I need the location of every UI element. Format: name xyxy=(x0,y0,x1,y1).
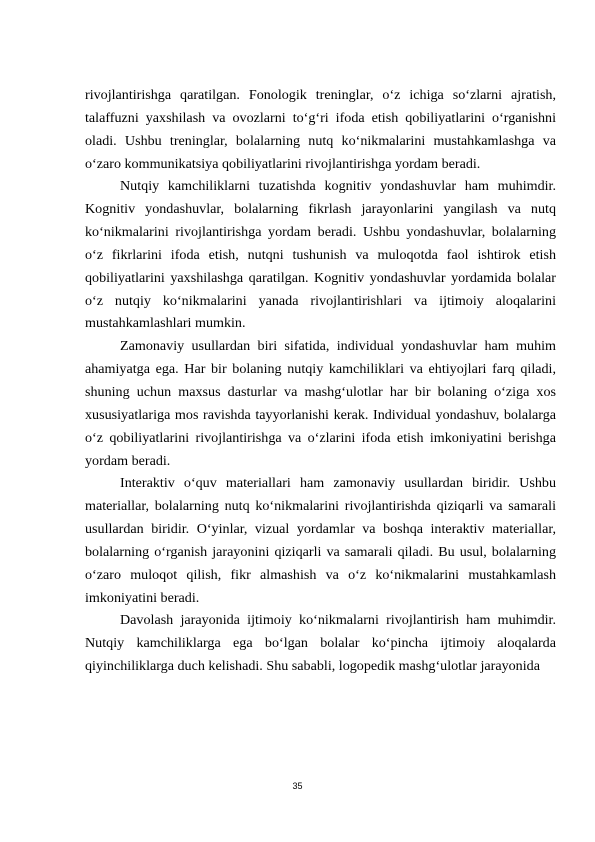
page-number: 35 xyxy=(292,781,303,791)
paragraph-interactive-materials: Interaktiv o‘quv materiallari ham zamonaviy usullardan biridir. Ushbu materiallar, bolalarning nutq ko‘nikmalarini rivojlantirishda qiziqarli va samarali usullardan biridir. O‘yinlar, vizual yordamlar va boshqa interaktiv materiallar, bolalarning o‘rganish jarayonini qiziqarli va samarali qiladi. Bu usul, bolalarning o‘zaro muloqot qilish, fikr almashish va o‘z ko‘nikmalarini mustahkamlash imkoniyatini beradi. xyxy=(85,475,556,606)
page-body xyxy=(85,84,556,678)
paragraph-individual-approaches: Zamonaviy usullardan biri sifatida, individual yondashuvlar ham muhim ahamiyatga ega. Har bir bolaning nutqiy kamchiliklari va ehtiyojlari farq qiladi, shuning uchun maxsus dasturlar va mashg‘ulotlar har bir bolaning o‘ziga xos xususiyatlariga mos ravishda tayyorlanishi kerak. Individual yondashuv, bolalarga o‘z qobiliyatlarini rivojlantirishga va o‘zlarini ifoda etish imkoniyatini berishga yordam beradi. xyxy=(85,338,556,469)
paragraph-continuation: rivojlantirishga qaratilgan. Fonologik treninglar, o‘z ichiga so‘zlarni ajratish, talaffuzni yaxshilash va ovozlarni to‘g‘ri ifoda etish qobiliyatlarini o‘rganishni oladi. Ushbu treninglar, bolalarning nutq ko‘nikmalarini mustahkamlashga va o‘zaro kommunikatsiya qobiliyatlarini rivojlantirishga yordam beradi. xyxy=(85,87,556,172)
paragraph-cognitive-approaches: Nutqiy kamchiliklarni tuzatishda kognitiv yondashuvlar ham muhimdir. Kognitiv yondashuvlar, bolalarning fikrlash jarayonlarini yangilash va nutq ko‘nikmalarini rivojlantirishga yordam beradi. Ushbu yondashuvlar, bolalarning o‘z fikrlarini ifoda etish, nutqni tushunish va muloqotda faol ishtirok etish qobiliyatlarini yaxshilashga qaratilgan. Kognitiv yondashuvlar yordamida bolalar o‘z nutqiy ko‘nikmalarini yanada rivojlantirishlari va ijtimoiy aloqalarini mustahkamlashlari mumkin. xyxy=(85,178,556,332)
paragraph-social-skills: Davolash jarayonida ijtimoiy ko‘nikmalarni rivojlantirish ham muhimdir. Nutqiy kamchiliklarga ega bo‘lgan bolalar ko‘pincha ijtimoiy aloqalarda qiyinchiliklarga duch kelishadi. Shu sababli, logopedik mashg‘ulotlar jarayonida xyxy=(85,612,556,675)
